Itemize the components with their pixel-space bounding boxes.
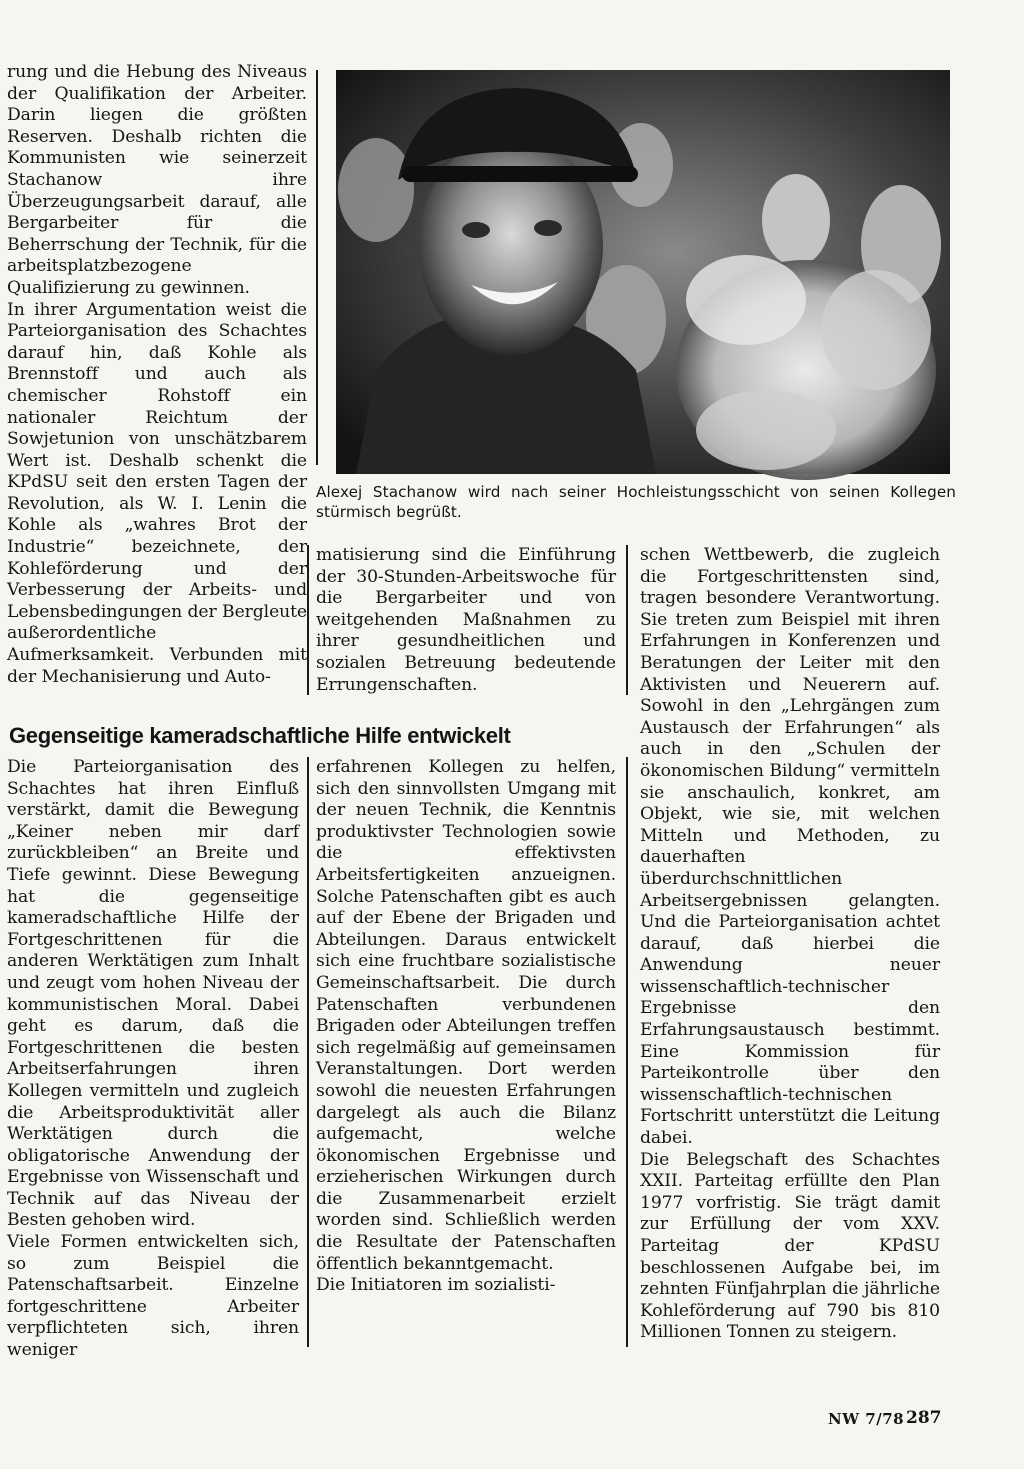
column-3-paragraph-2: Die Belegschaft des Schachtes XXII. Parteitag erfüllte den Plan 1977 vorfristig. Sie trägt damit zur Erfüllung der vom XXV. Parteitag der KPdSU beschlossenen Aufgabe bei, im zehnten Fünfjahrplan die jährliche Kohleförderung auf 790 bis 810 Millionen Tonnen zu steigern. bbox=[640, 1149, 940, 1343]
column-3 bbox=[640, 545, 940, 1365]
section-heading: Gegenseitige kameradschaftliche Hilfe entwickelt bbox=[9, 723, 511, 748]
stachanow-photo bbox=[336, 70, 950, 474]
column-1-paragraph-2: In ihrer Argumentation weist die Parteiorganisation des Schachtes darauf hin, daß Kohle als Brennstoff und auch als chemischer Rohstoff ein nationaler Reichtum der Sowjetunion von unschätzbarem Wert ist. Deshalb schenkt die KPdSU seit den ersten Tagen der Revolution, als W. I. Lenin die Kohle als „wahres Brot der Industrie“ bezeichnete, der Kohleförderung und der Verbesserung der Arbeits- und Lebensbedingungen der Bergleute außerordentliche Aufmerksamkeit. Verbunden mit der Mechanisierung und Auto- bbox=[7, 299, 307, 687]
column-4-paragraph-1: Die Parteiorganisation des Schachtes hat ihren Einfluß verstärkt, damit die Bewegung „Keiner neben mir darf zurückbleiben“ an Breite und Tiefe gewinnt. Diese Bewegung hat die gegenseitige kameradschaftliche Hilfe der Fortgeschrittenen für die anderen Werktätigen zum Inhalt und zeugt vom hohen Niveau der kommunistischen Moral. Dabei geht es darum, daß die Fortgeschrittenen die besten Arbeitserfahrungen ihren Kollegen vermitteln und zugleich die Arbeitsproduktivität aller Werktätigen durch die obligatorische Anwendung der Ergebnisse von Wissenschaft und Technik auf das Niveau der Besten gehoben wird. bbox=[7, 757, 299, 1231]
column-rule-top-left bbox=[316, 70, 318, 465]
column-rule-middle-left bbox=[307, 545, 309, 695]
column-4 bbox=[7, 757, 299, 1361]
column-rule-lower-left bbox=[307, 757, 309, 1347]
column-4-paragraph-2: Viele Formen entwickelten sich, so zum Beispiel die Patenschaftsarbeit. Einzelne fortgeschrittene Arbeiter verpflichteten sich, ihren weniger bbox=[7, 1232, 299, 1361]
column-5 bbox=[316, 757, 616, 1357]
column-1-paragraph-1: rung und die Hebung des Niveaus der Qualifikation der Arbeiter. Darin liegen die größten Reserven. Deshalb richten die Kommunisten wie seinerzeit Stachanow ihre Überzeugungsarbeit darauf, alle Bergarbeiter für die Beherrschung der Technik, für die arbeitsplatzbezogene Qualifizierung zu gewinnen. bbox=[7, 62, 307, 298]
column-2-paragraph: matisierung sind die Einführung der 30-Stunden-Arbeitswoche für die Bergarbeiter und von weitgehenden Maßnahmen zu ihrer gesundheitlichen und sozialen Betreuung bedeutende Errungenschaften. bbox=[316, 545, 616, 695]
column-3-paragraph-1: schen Wettbewerb, die zugleich die Fortgeschrittensten sind, tragen besondere Verantwortung. Sie treten zum Beispiel mit ihren Erfahrungen in Konferenzen und Beratungen der Leiter mit den Aktivisten und Neuerern auf. Sowohl in den „Lehrgängen zum Austausch der Erfahrungen“ als auch in den „Schulen der ökonomischen Bildung“ vermitteln sie anschaulich, konkret, am Objekt, wie sie, mit welchen Mitteln und Methoden, zu dauerhaften überdurchschnittlichen Arbeitsergebnissen gelangten. Und die Parteiorganisation achtet darauf, daß hierbei die Anwendung neuer wissenschaftlich-technischer Ergebnisse den Erfahrungsaustausch bestimmt. Eine Kommission für Parteikontrolle über den wissenschaftlich-technischen Fortschritt unterstützt die Leitung dabei. bbox=[640, 545, 940, 1149]
column-5-paragraph-1: erfahrenen Kollegen zu helfen, sich den sinnvollsten Umgang mit der neuen Technik, die Kenntnis produktivster Technologien sowie die effektivsten Arbeitsfertigkeiten anzueignen. Solche Patenschaften gibt es auch auf der Ebene der Brigaden und Abteilungen. Daraus entwickelt sich eine fruchtbare sozialistische Gemeinschaftsarbeit. Die durch Patenschaften verbundenen Brigaden oder Abteilungen treffen sich regelmäßig auf gemeinsamen Veranstaltungen. Dort werden sowohl die neuesten Erfahrungen dargelegt als auch die Bilanz aufgemacht, welche ökonomischen Ergebnisse und erzieherischen Wirkungen durch die Zusammenarbeit erzielt worden sind. Schließlich werden die Resultate der Patenschaften öffentlich bekanntgemacht. bbox=[316, 757, 616, 1274]
column-5-paragraph-2: Die Initiatoren im sozialisti- bbox=[316, 1275, 556, 1296]
column-2 bbox=[316, 545, 616, 697]
page-number: 287 bbox=[906, 1408, 942, 1428]
photo-caption: Alexej Stachanow wird nach seiner Hochleistungsschicht von seinen Kollegen stürmisch begrüßt. bbox=[316, 483, 956, 521]
issue-label: NW 7/78 bbox=[828, 1410, 905, 1428]
column-rule-middle-right bbox=[626, 545, 628, 695]
column-1 bbox=[7, 62, 307, 690]
photo-image bbox=[336, 70, 950, 474]
column-rule-lower-right bbox=[626, 757, 628, 1347]
